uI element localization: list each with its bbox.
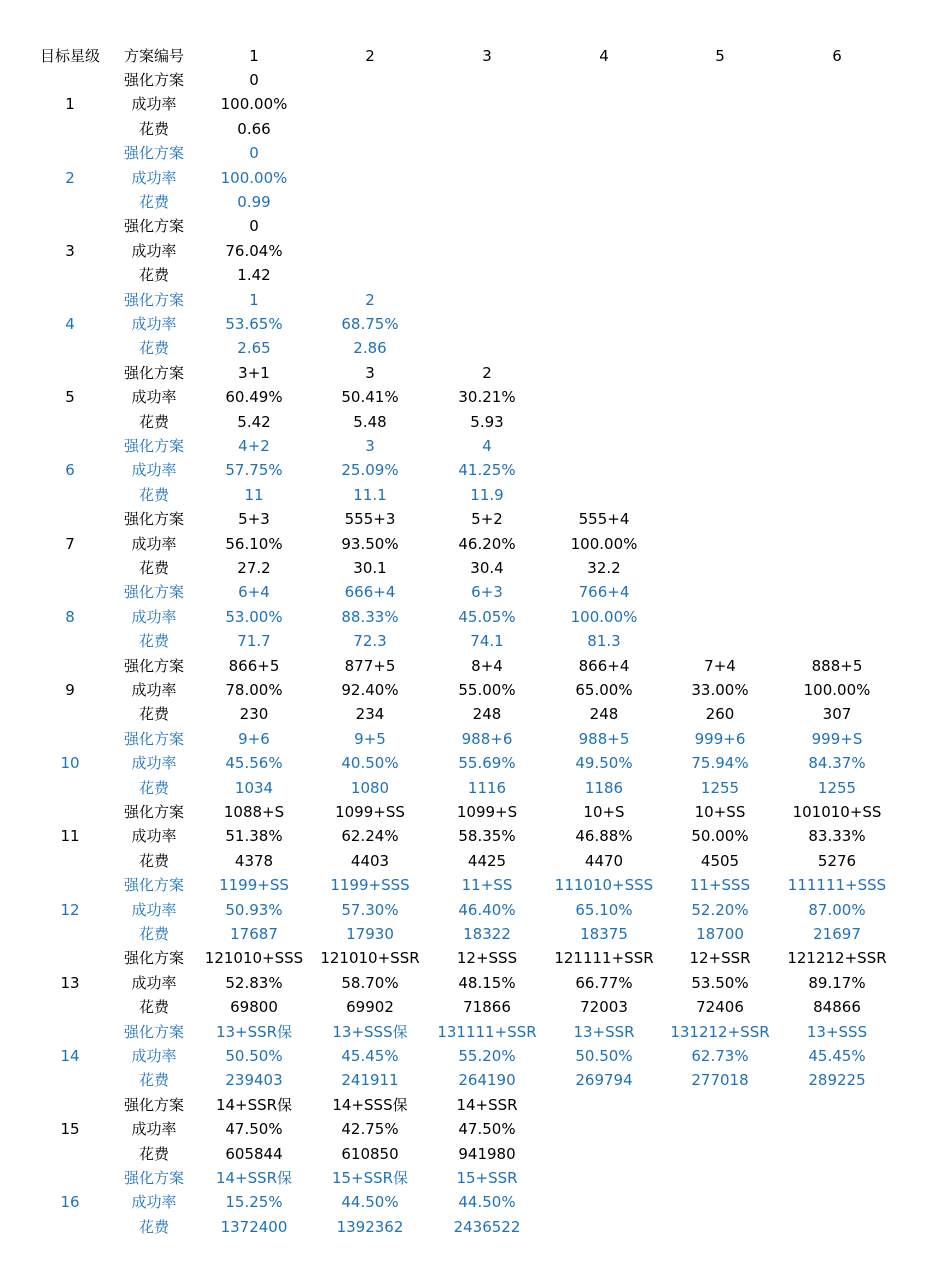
- success-rate-cell: 47.50%: [225, 1120, 283, 1139]
- cost-cell: 1.42: [237, 266, 271, 285]
- plan-cell: 3+1: [238, 363, 270, 382]
- row-label-plan: 强化方案: [123, 217, 184, 236]
- plan-cell: 999+S: [811, 729, 863, 748]
- success-rate-cell: 55.20%: [458, 1047, 516, 1065]
- plan-cell: 12+SSR: [689, 949, 751, 968]
- row-label-rate: 成功率: [131, 973, 177, 992]
- row-label-rate: 成功率: [131, 388, 177, 407]
- cost-cell: 21697: [813, 925, 861, 943]
- cost-cell: 277018: [691, 1071, 749, 1090]
- success-rate-cell: 42.75%: [341, 1120, 399, 1139]
- success-rate-cell: 58.35%: [458, 827, 516, 846]
- plan-cell: 3: [365, 363, 375, 382]
- success-rate-cell: 89.17%: [808, 973, 866, 992]
- success-rate-cell: 100.00%: [570, 607, 638, 626]
- success-rate-cell: 25.09%: [341, 461, 399, 480]
- success-rate-cell: 46.20%: [458, 534, 516, 553]
- plan-cell: 7+4: [704, 656, 736, 675]
- row-label-cost: 花费: [138, 119, 169, 138]
- target-level-2: 2: [65, 168, 75, 187]
- row-label-rate: 成功率: [131, 315, 177, 333]
- row-label-rate: 成功率: [131, 241, 177, 260]
- row-label-cost: 花费: [138, 485, 169, 504]
- success-rate-cell: 51.38%: [225, 827, 283, 846]
- cost-cell: 11.9: [470, 485, 504, 504]
- success-rate-cell: 53.65%: [225, 315, 283, 333]
- row-label-plan: 强化方案: [123, 949, 184, 968]
- cost-cell: 72.3: [353, 632, 387, 651]
- plan-cell: 999+6: [694, 729, 746, 748]
- row-label-cost: 花费: [138, 559, 169, 577]
- success-rate-cell: 84.37%: [808, 754, 866, 773]
- cost-cell: 5.42: [237, 412, 271, 431]
- plan-cell: 6+4: [238, 583, 270, 602]
- row-label-plan: 强化方案: [123, 437, 184, 455]
- cost-cell: 18375: [580, 925, 628, 943]
- cost-cell: 941980: [458, 1144, 516, 1163]
- cost-cell: 5276: [817, 851, 857, 870]
- success-rate-cell: 55.69%: [458, 754, 516, 773]
- cost-cell: 84866: [813, 998, 861, 1017]
- success-rate-cell: 100.00%: [803, 681, 871, 699]
- cost-cell: 1255: [700, 778, 740, 797]
- cost-cell: 74.1: [470, 632, 504, 651]
- plan-cell: 13+SSS: [806, 1022, 868, 1041]
- header-plan-6: 6: [832, 46, 842, 65]
- plan-cell: 8+4: [471, 656, 503, 675]
- plan-cell: 9+6: [238, 729, 270, 748]
- plan-cell: 13+SSR保: [215, 1022, 293, 1041]
- cost-cell: 2.86: [353, 339, 387, 358]
- plan-cell: 111010+SSS: [554, 876, 654, 895]
- target-level-15: 15: [60, 1120, 80, 1139]
- header-plan-2: 2: [365, 46, 375, 65]
- row-label-plan: 强化方案: [123, 729, 184, 748]
- target-level-13: 13: [60, 973, 80, 992]
- cost-cell: 69902: [346, 998, 394, 1017]
- cost-cell: 5.48: [353, 412, 387, 431]
- cost-cell: 4378: [234, 851, 274, 870]
- row-label-plan: 强化方案: [123, 510, 184, 529]
- plan-cell: 121212+SSR: [787, 949, 887, 968]
- plan-cell: 10+SS: [694, 803, 746, 821]
- success-rate-cell: 44.50%: [341, 1193, 399, 1212]
- cost-cell: 1080: [350, 778, 390, 797]
- row-label-plan: 强化方案: [123, 144, 184, 163]
- success-rate-cell: 62.24%: [341, 827, 399, 846]
- success-rate-cell: 45.56%: [225, 754, 283, 773]
- plan-cell: 121010+SSR: [320, 949, 420, 968]
- cost-cell: 81.3: [587, 632, 621, 651]
- cost-cell: 269794: [575, 1071, 633, 1090]
- success-rate-cell: 68.75%: [341, 315, 399, 333]
- row-label-cost: 花费: [138, 705, 169, 724]
- plan-cell: 13+SSR: [573, 1022, 635, 1041]
- row-label-plan: 强化方案: [123, 363, 184, 382]
- plan-cell: 101010+SS: [792, 803, 882, 821]
- row-label-cost: 花费: [138, 778, 169, 797]
- cost-cell: 230: [239, 705, 269, 724]
- success-rate-cell: 46.40%: [458, 900, 516, 919]
- cost-cell: 5.93: [470, 412, 504, 431]
- target-level-8: 8: [65, 607, 75, 626]
- plan-cell: 11+SS: [461, 876, 513, 895]
- cost-cell: 11.1: [353, 485, 387, 504]
- success-rate-cell: 50.50%: [225, 1047, 283, 1065]
- row-label-rate: 成功率: [131, 900, 177, 919]
- success-rate-cell: 40.50%: [341, 754, 399, 773]
- target-level-3: 3: [65, 241, 75, 260]
- success-rate-cell: 49.50%: [575, 754, 633, 773]
- row-label-cost: 花费: [138, 1217, 169, 1236]
- row-label-rate: 成功率: [131, 681, 177, 699]
- row-label-plan: 强化方案: [123, 1169, 184, 1187]
- success-rate-cell: 93.50%: [341, 534, 399, 553]
- success-rate-cell: 83.33%: [808, 827, 866, 846]
- header-plan-number: 方案编号: [123, 46, 184, 65]
- plan-cell: 14+SSR: [456, 1095, 518, 1114]
- target-level-14: 14: [60, 1047, 80, 1065]
- header-plan-1: 1: [249, 46, 259, 65]
- row-label-rate: 成功率: [131, 168, 177, 187]
- row-label-rate: 成功率: [131, 1120, 177, 1139]
- header-plan-5: 5: [715, 46, 725, 65]
- cost-cell: 1186: [584, 778, 624, 797]
- plan-cell: 5+3: [238, 510, 270, 529]
- cost-cell: 1255: [817, 778, 857, 797]
- plan-cell: 121010+SSS: [204, 949, 304, 968]
- plan-cell: 2: [482, 363, 492, 382]
- target-level-4: 4: [65, 315, 75, 333]
- cost-cell: 4425: [467, 851, 507, 870]
- plan-cell: 131212+SSR: [670, 1022, 770, 1041]
- cost-cell: 17930: [346, 925, 394, 943]
- plan-cell: 11+SSS: [689, 876, 751, 895]
- cost-cell: 4470: [584, 851, 624, 870]
- plan-cell: 988+6: [461, 729, 513, 748]
- cost-cell: 248: [589, 705, 619, 724]
- cost-cell: 1392362: [336, 1217, 404, 1236]
- cost-cell: 239403: [225, 1071, 283, 1090]
- plan-cell: 866+4: [578, 656, 630, 675]
- success-rate-cell: 45.45%: [808, 1047, 866, 1065]
- success-rate-cell: 48.15%: [458, 973, 516, 992]
- success-rate-cell: 15.25%: [225, 1193, 283, 1212]
- row-label-cost: 花费: [138, 851, 169, 870]
- plan-cell: 555+3: [344, 510, 396, 529]
- success-rate-cell: 50.50%: [575, 1047, 633, 1065]
- cost-cell: 289225: [808, 1071, 866, 1090]
- success-rate-cell: 65.10%: [575, 900, 633, 919]
- cost-cell: 2.65: [237, 339, 271, 358]
- target-level-7: 7: [65, 534, 75, 553]
- plan-cell: 121111+SSR: [554, 949, 654, 968]
- success-rate-cell: 100.00%: [220, 168, 288, 187]
- row-label-rate: 成功率: [131, 95, 177, 114]
- plan-cell: 555+4: [578, 510, 630, 529]
- target-level-9: 9: [65, 681, 75, 699]
- plan-cell: 15+SSR: [456, 1169, 518, 1187]
- target-level-11: 11: [60, 827, 80, 846]
- row-label-rate: 成功率: [131, 461, 177, 480]
- plan-cell: 1199+SS: [219, 876, 289, 895]
- header-target-level: 目标星级: [39, 46, 100, 65]
- target-level-5: 5: [65, 388, 75, 407]
- plan-cell: 2: [365, 290, 375, 309]
- plan-cell: 12+SSS: [456, 949, 518, 968]
- success-rate-cell: 45.05%: [458, 607, 516, 626]
- row-label-cost: 花费: [138, 1144, 169, 1163]
- plan-cell: 866+5: [228, 656, 280, 675]
- cost-cell: 248: [472, 705, 502, 724]
- plan-cell: 4+2: [238, 437, 270, 455]
- row-label-rate: 成功率: [131, 534, 177, 553]
- success-rate-cell: 78.00%: [225, 681, 283, 699]
- row-label-cost: 花费: [138, 193, 169, 211]
- row-label-cost: 花费: [138, 266, 169, 285]
- row-label-plan: 强化方案: [123, 656, 184, 675]
- target-level-10: 10: [60, 754, 80, 773]
- plan-cell: 877+5: [344, 656, 396, 675]
- row-label-plan: 强化方案: [123, 71, 184, 89]
- cost-cell: 27.2: [237, 559, 271, 577]
- plan-cell: 4: [482, 437, 492, 455]
- cost-cell: 18700: [696, 925, 744, 943]
- cost-cell: 234: [355, 705, 385, 724]
- cost-cell: 4505: [700, 851, 740, 870]
- plan-cell: 1199+SSS: [330, 876, 410, 895]
- cost-cell: 1372400: [220, 1217, 288, 1236]
- plan-cell: 131111+SSR: [437, 1022, 537, 1041]
- success-rate-cell: 52.20%: [691, 900, 749, 919]
- plan-cell: 6+3: [471, 583, 503, 602]
- row-label-plan: 强化方案: [123, 876, 184, 895]
- plan-cell: 14+SSR保: [215, 1169, 293, 1187]
- plan-cell: 888+5: [811, 656, 863, 675]
- row-label-cost: 花费: [138, 998, 169, 1017]
- success-rate-cell: 56.10%: [225, 534, 283, 553]
- success-rate-cell: 55.00%: [458, 681, 516, 699]
- cost-cell: 264190: [458, 1071, 516, 1090]
- success-rate-cell: 88.33%: [341, 607, 399, 626]
- success-rate-cell: 65.00%: [575, 681, 633, 699]
- plan-cell: 666+4: [344, 583, 396, 602]
- success-rate-cell: 50.41%: [341, 388, 399, 407]
- success-rate-cell: 46.88%: [575, 827, 633, 846]
- row-label-rate: 成功率: [131, 607, 177, 626]
- plan-cell: 988+5: [578, 729, 630, 748]
- cost-cell: 72003: [580, 998, 628, 1017]
- row-label-cost: 花费: [138, 1071, 169, 1090]
- plan-cell: 1099+SS: [335, 803, 405, 821]
- success-rate-cell: 100.00%: [220, 95, 288, 114]
- target-level-1: 1: [65, 95, 75, 114]
- cost-cell: 30.1: [353, 559, 387, 577]
- plan-cell: 3: [365, 437, 375, 455]
- success-rate-cell: 45.45%: [341, 1047, 399, 1065]
- row-label-rate: 成功率: [131, 827, 177, 846]
- cost-cell: 4403: [350, 851, 390, 870]
- success-rate-cell: 50.00%: [691, 827, 749, 846]
- success-rate-cell: 33.00%: [691, 681, 749, 699]
- cost-cell: 1034: [234, 778, 274, 797]
- row-label-plan: 强化方案: [123, 803, 184, 821]
- success-rate-cell: 47.50%: [458, 1120, 516, 1139]
- plan-cell: 14+SSS保: [332, 1095, 408, 1114]
- plan-cell: 1088+S: [223, 803, 285, 821]
- plan-cell: 0: [249, 71, 259, 89]
- cost-cell: 260: [705, 705, 735, 724]
- row-label-plan: 强化方案: [123, 1095, 184, 1114]
- row-label-rate: 成功率: [131, 754, 177, 773]
- cost-cell: 0.99: [237, 193, 271, 211]
- cost-cell: 610850: [341, 1144, 399, 1163]
- target-level-16: 16: [60, 1193, 80, 1212]
- cost-cell: 307: [822, 705, 852, 724]
- cost-cell: 72406: [696, 998, 744, 1017]
- success-rate-cell: 50.93%: [225, 900, 283, 919]
- success-rate-cell: 62.73%: [691, 1047, 749, 1065]
- success-rate-cell: 52.83%: [225, 973, 283, 992]
- cost-cell: 32.2: [587, 559, 621, 577]
- row-label-cost: 花费: [138, 339, 169, 358]
- plan-cell: 15+SSR保: [331, 1169, 409, 1187]
- row-label-rate: 成功率: [131, 1047, 177, 1065]
- success-rate-cell: 75.94%: [691, 754, 749, 773]
- plan-cell: 13+SSS保: [332, 1022, 408, 1041]
- cost-cell: 0.66: [237, 119, 271, 138]
- success-rate-cell: 58.70%: [341, 973, 399, 992]
- target-level-12: 12: [60, 900, 80, 919]
- success-rate-cell: 53.00%: [225, 607, 283, 626]
- success-rate-cell: 41.25%: [458, 461, 516, 480]
- plan-cell: 1: [249, 290, 259, 309]
- cost-cell: 30.4: [470, 559, 504, 577]
- success-rate-cell: 57.75%: [225, 461, 283, 480]
- cost-cell: 17687: [230, 925, 278, 943]
- plan-cell: 9+5: [354, 729, 386, 748]
- success-rate-cell: 53.50%: [691, 973, 749, 992]
- plan-cell: 10+S: [583, 803, 625, 821]
- plan-cell: 0: [249, 217, 259, 236]
- row-label-plan: 强化方案: [123, 1022, 184, 1041]
- success-rate-cell: 60.49%: [225, 388, 283, 407]
- target-level-6: 6: [65, 461, 75, 480]
- success-rate-cell: 66.77%: [575, 973, 633, 992]
- success-rate-cell: 76.04%: [225, 241, 283, 260]
- row-label-plan: 强化方案: [123, 583, 184, 602]
- success-rate-cell: 100.00%: [570, 534, 638, 553]
- plan-cell: 766+4: [578, 583, 630, 602]
- row-label-cost: 花费: [138, 632, 169, 651]
- cost-cell: 71866: [463, 998, 511, 1017]
- plan-cell: 5+2: [471, 510, 503, 529]
- success-rate-cell: 44.50%: [458, 1193, 516, 1212]
- plan-cell: 14+SSR保: [215, 1095, 293, 1114]
- success-rate-cell: 87.00%: [808, 900, 866, 919]
- header-plan-3: 3: [482, 46, 492, 65]
- row-label-plan: 强化方案: [123, 290, 184, 309]
- header-plan-4: 4: [599, 46, 609, 65]
- row-label-cost: 花费: [138, 412, 169, 431]
- row-label-rate: 成功率: [131, 1193, 177, 1212]
- cost-cell: 241911: [341, 1071, 399, 1090]
- success-rate-cell: 57.30%: [341, 900, 399, 919]
- cost-cell: 11: [244, 485, 264, 504]
- cost-cell: 18322: [463, 925, 511, 943]
- plan-cell: 1099+S: [456, 803, 518, 821]
- cost-cell: 71.7: [237, 632, 271, 651]
- cost-cell: 2436522: [453, 1217, 521, 1236]
- plan-cell: 111111+SSS: [787, 876, 887, 895]
- cost-cell: 69800: [230, 998, 278, 1017]
- cost-cell: 1116: [467, 778, 507, 797]
- row-label-cost: 花费: [138, 925, 169, 943]
- success-rate-cell: 92.40%: [341, 681, 399, 699]
- plan-cell: 0: [249, 144, 259, 163]
- cost-cell: 605844: [225, 1144, 283, 1163]
- success-rate-cell: 30.21%: [458, 388, 516, 407]
